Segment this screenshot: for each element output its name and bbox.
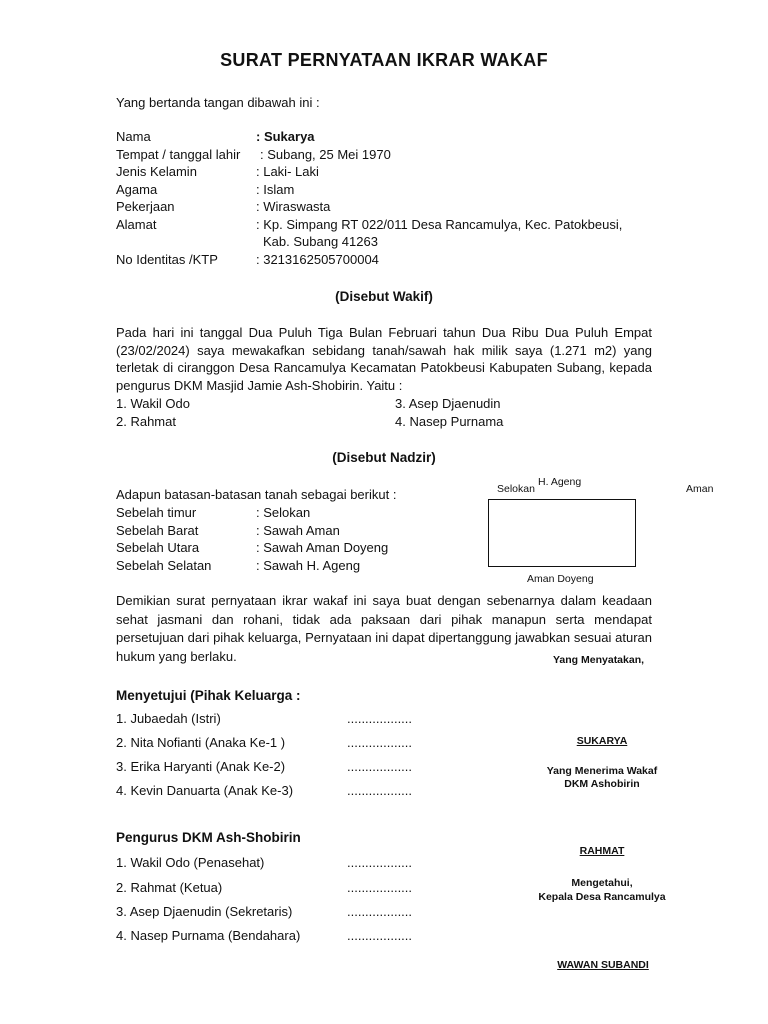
identity-value-address-line2: Kab. Subang 41263 bbox=[263, 234, 378, 249]
document-title: SURAT PERNYATAAN IKRAR WAKAF bbox=[220, 50, 548, 70]
identity-value-birth: : Subang, 25 Mei 1970 bbox=[260, 147, 391, 162]
family-item-1: 1. Jubaedah (Istri) bbox=[116, 711, 221, 726]
boundaries-intro: Adapun batasan-batasan tanah sebagai berikut : bbox=[116, 487, 397, 502]
dkm-item-4: 4. Nasep Purnama (Bendahara) bbox=[116, 928, 301, 943]
boundary-value-south: : Sawah H. Ageng bbox=[256, 558, 361, 573]
nadzir-item-1: 1. Wakil Odo bbox=[116, 396, 190, 411]
signature-acknowledge-name: WAWAN SUBANDI bbox=[557, 959, 649, 971]
identity-value-religion: : Islam bbox=[256, 182, 295, 197]
nadzir-item-3: 3. Asep Djaenudin bbox=[395, 396, 501, 411]
identity-value-address: : Kp. Simpang RT 022/011 Desa Rancamulya, Kec. Patokbeusi, bbox=[256, 217, 623, 232]
identity-value-job: : Wiraswasta bbox=[256, 199, 331, 214]
closing-paragraph: Demikian surat pernyataan ikrar wakaf ini saya buat dengan sebenarnya dalam keadaan sehat jasmani dan rohani, tidak ada paksaan dari pihak manapun serta mendapat persetujuan dari pihak keluarga, Pernyataan ini dapat dipertanggung jawabkan sesuai aturan hukum yang berlaku. bbox=[116, 593, 652, 664]
heading-nadzir: (Disebut Nadzir) bbox=[332, 450, 436, 465]
signature-stating-name: SUKARYA bbox=[576, 735, 628, 747]
dkm-sign-line-1: .................. bbox=[347, 855, 413, 870]
intro-text: Yang bertanda tangan dibawah ini : bbox=[116, 95, 320, 110]
diagram-label-right: Aman bbox=[686, 483, 714, 495]
boundary-label-north: Sebelah Utara bbox=[116, 540, 200, 555]
dkm-heading: Pengurus DKM Ash-Shobirin bbox=[116, 830, 301, 845]
family-item-4: 4. Kevin Danuarta (Anak Ke-3) bbox=[116, 783, 294, 798]
dkm-sign-line-4: .................. bbox=[347, 928, 413, 943]
family-sign-line-4: .................. bbox=[347, 783, 413, 798]
signature-receiver-line1: Yang Menerima Wakaf bbox=[546, 765, 658, 777]
dkm-item-1: 1. Wakil Odo (Penasehat) bbox=[116, 855, 265, 870]
identity-value-ktp: : 3213162505700004 bbox=[256, 252, 379, 267]
identity-value-name: : Sukarya bbox=[256, 129, 315, 144]
signature-acknowledge-line2: Kepala Desa Rancamulya bbox=[538, 891, 666, 903]
boundary-value-north: : Sawah Aman Doyeng bbox=[256, 540, 389, 555]
family-sign-line-2: .................. bbox=[347, 735, 413, 750]
statement-paragraph: Pada hari ini tanggal Dua Puluh Tiga Bulan Februari tahun Dua Ribu Dua Puluh Empat (23/02/2024) saya mewakafkan sebidang tanah/sawah hak milik saya (1.271 m2) yang terletak di ciranggon Desa Rancamulya Kecamatan Patokbeusi Kabupaten Subang, kepada pengurus DKM Masjid Jamie Ash-Shobirin. Yaitu : bbox=[116, 325, 652, 393]
identity-label-ktp: No Identitas /KTP bbox=[116, 252, 218, 267]
boundary-label-south: Sebelah Selatan bbox=[116, 558, 212, 573]
identity-value-gender: : Laki- Laki bbox=[256, 164, 319, 179]
signature-stating-label: Yang Menyatakan, bbox=[553, 654, 645, 666]
boundary-value-west: : Sawah Aman bbox=[256, 523, 340, 538]
dkm-item-3: 3. Asep Djaenudin (Sekretaris) bbox=[116, 904, 293, 919]
boundary-value-east: : Selokan bbox=[256, 505, 311, 520]
signature-receiver-line2: DKM Ashobirin bbox=[564, 778, 640, 790]
diagram-label-top: H. Ageng bbox=[538, 476, 582, 488]
signature-receiver-name: RAHMAT bbox=[579, 845, 625, 857]
diagram-label-bottom: Aman Doyeng bbox=[527, 573, 594, 585]
nadzir-item-4: 4. Nasep Purnama bbox=[395, 414, 504, 429]
identity-label-religion: Agama bbox=[116, 182, 158, 197]
land-plot-rectangle bbox=[488, 499, 636, 567]
identity-label-address: Alamat bbox=[116, 217, 157, 232]
boundary-label-west: Sebelah Barat bbox=[116, 523, 199, 538]
family-item-2: 2. Nita Nofianti (Anaka Ke-1 ) bbox=[116, 735, 286, 750]
family-sign-line-3: .................. bbox=[347, 759, 413, 774]
identity-label-job: Pekerjaan bbox=[116, 199, 175, 214]
dkm-sign-line-3: .................. bbox=[347, 904, 413, 919]
identity-label-birth: Tempat / tanggal lahir bbox=[116, 147, 241, 162]
dkm-item-2: 2. Rahmat (Ketua) bbox=[116, 880, 223, 895]
nadzir-item-2: 2. Rahmat bbox=[116, 414, 176, 429]
family-item-3: 3. Erika Haryanti (Anak Ke-2) bbox=[116, 759, 286, 774]
signature-acknowledge-line1: Mengetahui, bbox=[571, 877, 633, 889]
dkm-sign-line-2: .................. bbox=[347, 880, 413, 895]
identity-label-name: Nama bbox=[116, 129, 151, 144]
boundary-label-east: Sebelah timur bbox=[116, 505, 197, 520]
identity-label-gender: Jenis Kelamin bbox=[116, 164, 197, 179]
family-heading: Menyetujui (Pihak Keluarga : bbox=[116, 688, 301, 703]
heading-wakif: (Disebut Wakif) bbox=[335, 289, 433, 304]
family-sign-line-1: .................. bbox=[347, 711, 413, 726]
diagram-label-left: Selokan bbox=[497, 483, 535, 495]
